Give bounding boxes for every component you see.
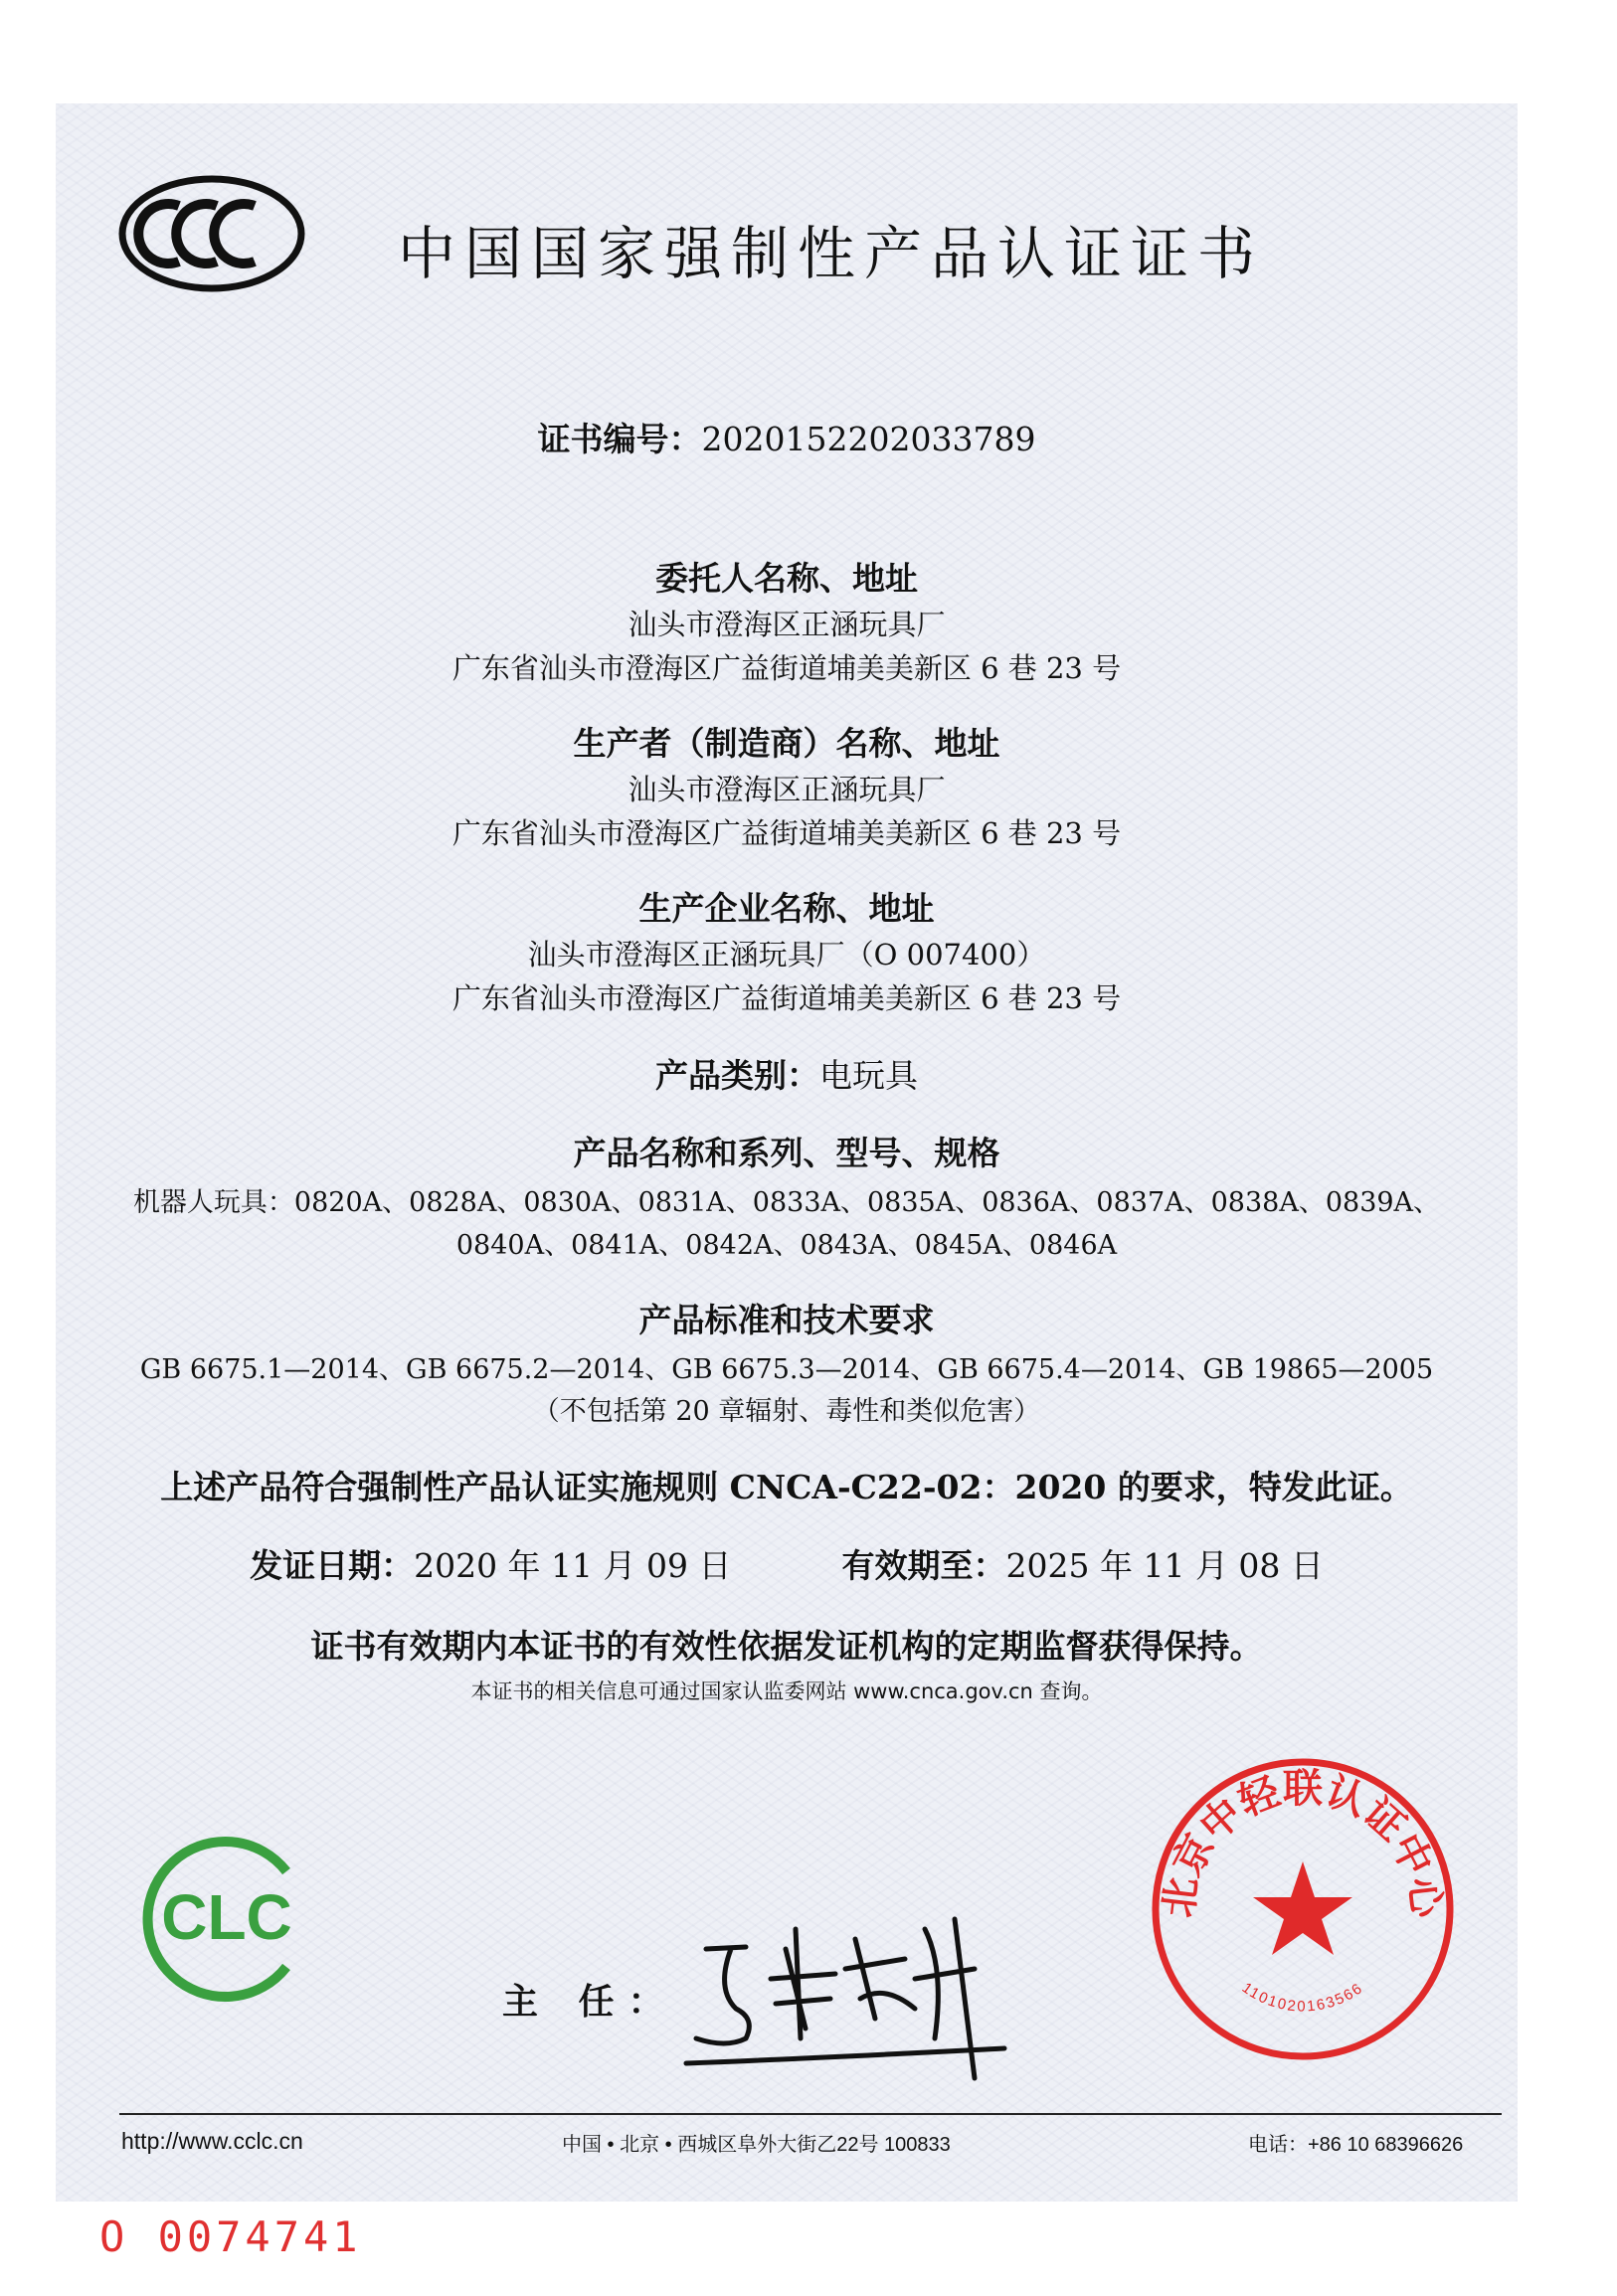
clc-logo	[137, 1830, 316, 2009]
applicant-address: 广东省汕头市澄海区广益街道埔美美新区 6 巷 23 号	[451, 651, 1122, 685]
product-category	[56, 1054, 1518, 1098]
svg-text:CCC: CCC	[117, 174, 120, 175]
standards-line2: （不包括第 20 章辐射、毒性和类似危害）	[532, 1396, 1041, 1427]
validity-note: 证书有效期内本证书的有效性依据发证机构的定期监督获得保持。	[310, 1627, 1263, 1666]
compliance-statement: 上述产品符合强制性产品认证实施规则 CNCA-C22-02：2020 的要求，特发此证。	[160, 1468, 1413, 1506]
footer-url[interactable]: http://www.cclc.cn	[121, 2128, 303, 2154]
info-note: 本证书的相关信息可通过国家认监委网站 www.cnca.gov.cn 查询。	[470, 1679, 1103, 1703]
certificate-dates	[56, 1544, 1518, 1588]
product-category-label: 产品类别：	[655, 1056, 819, 1095]
standards-heading: 产品标准和技术要求	[638, 1301, 935, 1339]
product-category-value: 电玩具	[819, 1056, 918, 1095]
expiry-date-label: 有效期至：	[841, 1546, 1006, 1585]
issue-date-value: 2020 年 11 月 09 日	[414, 1546, 732, 1585]
footer-phone: 电话：+86 10 68396626	[1248, 2134, 1464, 2156]
footer-divider	[119, 2113, 1502, 2115]
serial-number: O 0074741	[99, 2212, 362, 2261]
factory-address: 广东省汕头市澄海区广益街道埔美美新区 6 巷 23 号	[451, 981, 1122, 1015]
applicant-heading: 委托人名称、地址	[655, 559, 918, 598]
product-heading: 产品名称和系列、型号、规格	[573, 1134, 1000, 1172]
product-models-line2: 0840A、0841A、0842A、0843A、0845A、0846A	[455, 1230, 1118, 1261]
ccc-logo	[117, 174, 306, 293]
applicant-name: 汕头市澄海区正涵玩具厂	[628, 608, 946, 641]
factory-name: 汕头市澄海区正涵玩具厂（O 007400）	[527, 938, 1046, 971]
director-signature	[676, 1889, 1034, 2088]
issue-date-label: 发证日期：	[250, 1546, 415, 1585]
factory-heading: 生产企业名称、地址	[638, 889, 935, 928]
director-label: 主 任：	[502, 1982, 678, 2023]
certificate-title: 中国国家强制性产品认证证书	[398, 220, 1265, 287]
svg-text:北京中轻联认证中心: 北京中轻联认证中心	[1156, 1766, 1450, 1920]
footer-address: 中国 • 北京 • 西城区阜外大街乙22号 100833	[562, 2134, 951, 2156]
svg-text:1101020163566: 1101020163566	[1238, 1979, 1367, 2016]
product-models-line1: 机器人玩具：0820A、0828A、0830A、0831A、0833A、0835A、0836A、0837A、0838A、0839A、	[132, 1187, 1441, 1218]
official-seal	[1144, 1750, 1462, 2068]
certificate-number-label: 证书编号：	[537, 420, 702, 458]
expiry-date-value: 2025 年 11 月 08 日	[1005, 1546, 1324, 1585]
certificate-number-value: 2020152202033789	[701, 420, 1036, 458]
certificate-number	[56, 418, 1518, 461]
manufacturer-address: 广东省汕头市澄海区广益街道埔美美新区 6 巷 23 号	[451, 816, 1122, 850]
manufacturer-heading: 生产者（制造商）名称、地址	[573, 724, 1000, 763]
manufacturer-name: 汕头市澄海区正涵玩具厂	[628, 773, 946, 806]
svg-text:CLC: CLC	[161, 1881, 292, 1953]
standards-line1: GB 6675.1—2014、GB 6675.2—2014、GB 6675.3—2014、GB 6675.4—2014、GB 19865—2005	[139, 1354, 1434, 1385]
